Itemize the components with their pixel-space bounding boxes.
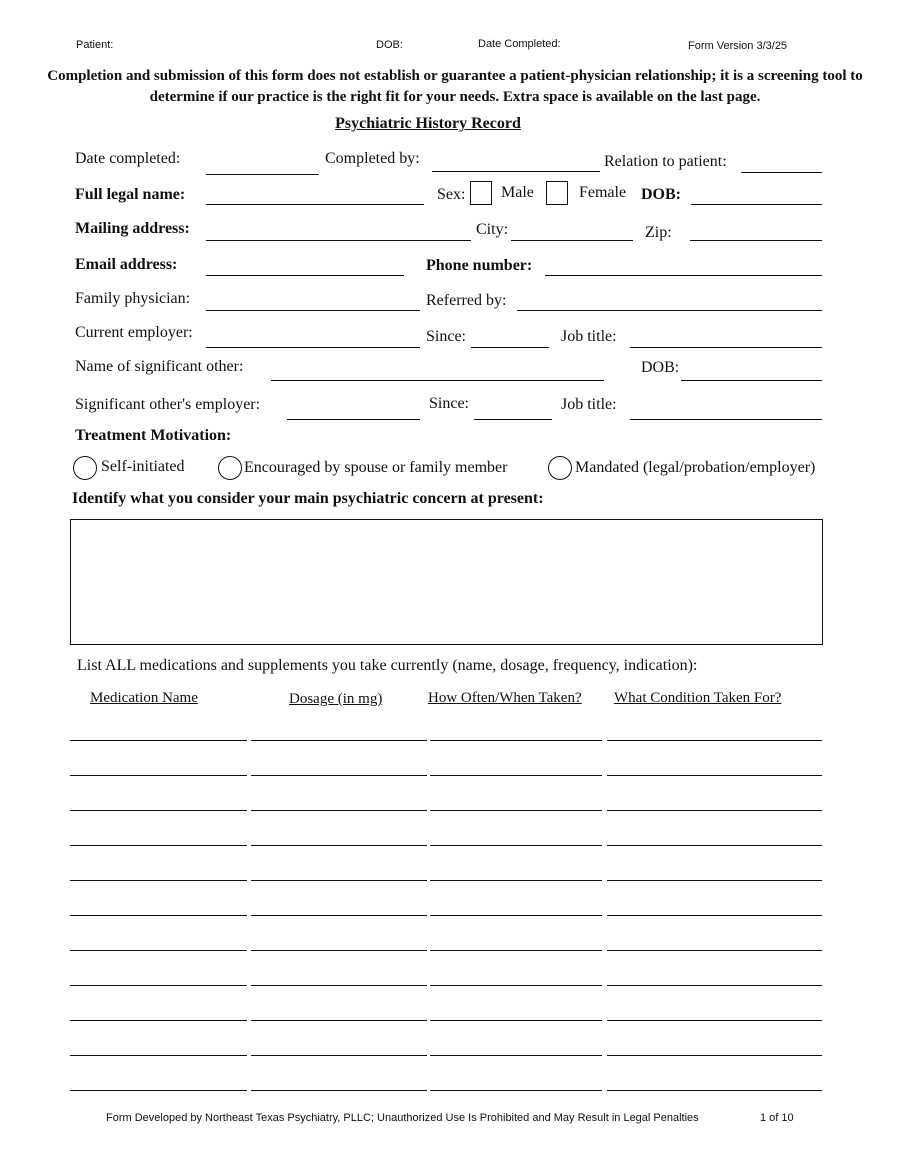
how-often-field-row-4[interactable] (430, 845, 602, 846)
self-initiated-label: Self-initiated (101, 458, 185, 475)
dosage-field-row-9[interactable] (251, 1020, 427, 1021)
referred-by-label: Referred by: (426, 292, 507, 309)
condition-field-row-4[interactable] (607, 845, 822, 846)
col-medication-name: Medication Name (90, 690, 198, 706)
job-title-field[interactable] (630, 347, 822, 348)
significant-other-label: Name of significant other: (75, 358, 244, 375)
female-checkbox[interactable] (546, 181, 568, 205)
how-often-field-row-1[interactable] (430, 740, 602, 741)
male-label: Male (501, 184, 534, 201)
dosage-field-row-1[interactable] (251, 740, 427, 741)
current-employer-label: Current employer: (75, 324, 193, 341)
how-often-field-row-7[interactable] (430, 950, 602, 951)
medication-name-field-row-8[interactable] (70, 985, 247, 986)
so-employer-field[interactable] (287, 419, 420, 420)
dosage-field-row-10[interactable] (251, 1055, 427, 1056)
phone-label: Phone number: (426, 257, 533, 274)
so-employer-label: Significant other's employer: (75, 396, 261, 413)
dosage-field-row-3[interactable] (251, 810, 427, 811)
medication-name-field-row-10[interactable] (70, 1055, 247, 1056)
mandated-label: Mandated (legal/probation/employer) (575, 459, 816, 476)
mailing-address-label: Mailing address: (75, 220, 190, 237)
dosage-field-row-6[interactable] (251, 915, 427, 916)
dosage-field-row-7[interactable] (251, 950, 427, 951)
how-often-field-row-6[interactable] (430, 915, 602, 916)
col-condition: What Condition Taken For? (614, 690, 782, 706)
encouraged-radio[interactable] (218, 456, 242, 480)
condition-field-row-5[interactable] (607, 880, 822, 881)
date-completed-field[interactable] (206, 174, 319, 175)
medication-name-field-row-4[interactable] (70, 845, 247, 846)
medication-name-field-row-2[interactable] (70, 775, 247, 776)
col-dosage: Dosage (in mg) (289, 691, 383, 707)
so-since-field[interactable] (474, 419, 552, 420)
dosage-field-row-4[interactable] (251, 845, 427, 846)
page-number: 1 of 10 (760, 1112, 794, 1124)
email-label: Email address: (75, 256, 178, 273)
main-concern-textarea[interactable] (70, 519, 823, 645)
dob-header-label: DOB: (376, 39, 403, 51)
date-completed-header-label: Date Completed: (478, 38, 561, 50)
how-often-field-row-2[interactable] (430, 775, 602, 776)
female-label: Female (579, 184, 627, 201)
how-often-field-row-3[interactable] (430, 810, 602, 811)
full-legal-name-label: Full legal name: (75, 186, 186, 203)
so-job-title-field[interactable] (630, 419, 822, 420)
main-concern-heading: Identify what you consider your main psychiatric concern at present: (72, 490, 544, 507)
family-physician-field[interactable] (206, 310, 420, 311)
family-physician-label: Family physician: (75, 290, 191, 307)
full-legal-name-field[interactable] (206, 204, 424, 205)
disclaimer-notice: Completion and submission of this form does not establish or guarantee a patient-physician relationship; it is a screening tool to determine if our practice is the right fit for your needs. Extra space is available on the last page. (47, 68, 863, 105)
condition-field-row-8[interactable] (607, 985, 822, 986)
patient-label: Patient: (76, 39, 114, 51)
sex-label: Sex: (437, 186, 466, 203)
self-initiated-radio[interactable] (73, 456, 97, 480)
relation-label: Relation to patient: (604, 153, 727, 170)
since-field[interactable] (471, 347, 549, 348)
encouraged-label: Encouraged by spouse or family member (244, 459, 508, 476)
zip-label: Zip: (645, 224, 672, 241)
condition-field-row-7[interactable] (607, 950, 822, 951)
mailing-address-field[interactable] (206, 240, 471, 241)
condition-field-row-10[interactable] (607, 1055, 822, 1056)
medication-name-field-row-3[interactable] (70, 810, 247, 811)
male-checkbox[interactable] (470, 181, 492, 205)
condition-field-row-1[interactable] (607, 740, 822, 741)
city-field[interactable] (511, 240, 633, 241)
referred-by-field[interactable] (517, 310, 822, 311)
dosage-field-row-11[interactable] (251, 1090, 427, 1091)
so-dob-field[interactable] (681, 380, 822, 381)
condition-field-row-3[interactable] (607, 810, 822, 811)
page-title: Psychiatric History Record (335, 115, 521, 132)
completed-by-label: Completed by: (325, 150, 420, 167)
how-often-field-row-10[interactable] (430, 1055, 602, 1056)
form-version: Form Version 3/3/25 (688, 40, 788, 52)
since-label: Since: (426, 328, 466, 345)
dob-label: DOB: (641, 186, 681, 203)
how-often-field-row-5[interactable] (430, 880, 602, 881)
date-completed-label: Date completed: (75, 150, 181, 167)
medication-name-field-row-7[interactable] (70, 950, 247, 951)
medication-name-field-row-1[interactable] (70, 740, 247, 741)
treatment-motivation-heading: Treatment Motivation: (75, 427, 232, 444)
email-field[interactable] (206, 275, 404, 276)
medication-name-field-row-11[interactable] (70, 1090, 247, 1091)
condition-field-row-11[interactable] (607, 1090, 822, 1091)
mandated-radio[interactable] (548, 456, 572, 480)
current-employer-field[interactable] (206, 347, 420, 348)
medication-name-field-row-5[interactable] (70, 880, 247, 881)
dosage-field-row-2[interactable] (251, 775, 427, 776)
so-since-label: Since: (429, 395, 469, 412)
so-dob-label: DOB: (641, 359, 680, 376)
how-often-field-row-11[interactable] (430, 1090, 602, 1091)
relation-field[interactable] (741, 172, 822, 173)
medications-instruction: List ALL medications and supplements you take currently (name, dosage, frequency, indication): (77, 657, 698, 674)
how-often-field-row-8[interactable] (430, 985, 602, 986)
medication-name-field-row-6[interactable] (70, 915, 247, 916)
condition-field-row-2[interactable] (607, 775, 822, 776)
completed-by-field[interactable] (432, 171, 600, 172)
city-label: City: (476, 221, 509, 238)
dosage-field-row-5[interactable] (251, 880, 427, 881)
significant-other-field[interactable] (271, 380, 604, 381)
phone-field[interactable] (545, 275, 822, 276)
condition-field-row-6[interactable] (607, 915, 822, 916)
zip-field[interactable] (690, 240, 822, 241)
footer-text: Form Developed by Northeast Texas Psychiatry, PLLC; Unauthorized Use Is Prohibited and May Result in Legal Penalties (106, 1112, 699, 1124)
medication-name-field-row-9[interactable] (70, 1020, 247, 1021)
how-often-field-row-9[interactable] (430, 1020, 602, 1021)
so-job-title-label: Job title: (561, 396, 617, 413)
dosage-field-row-8[interactable] (251, 985, 427, 986)
job-title-label: Job title: (561, 328, 617, 345)
col-how-often: How Often/When Taken? (428, 690, 582, 706)
dob-field[interactable] (691, 204, 822, 205)
condition-field-row-9[interactable] (607, 1020, 822, 1021)
